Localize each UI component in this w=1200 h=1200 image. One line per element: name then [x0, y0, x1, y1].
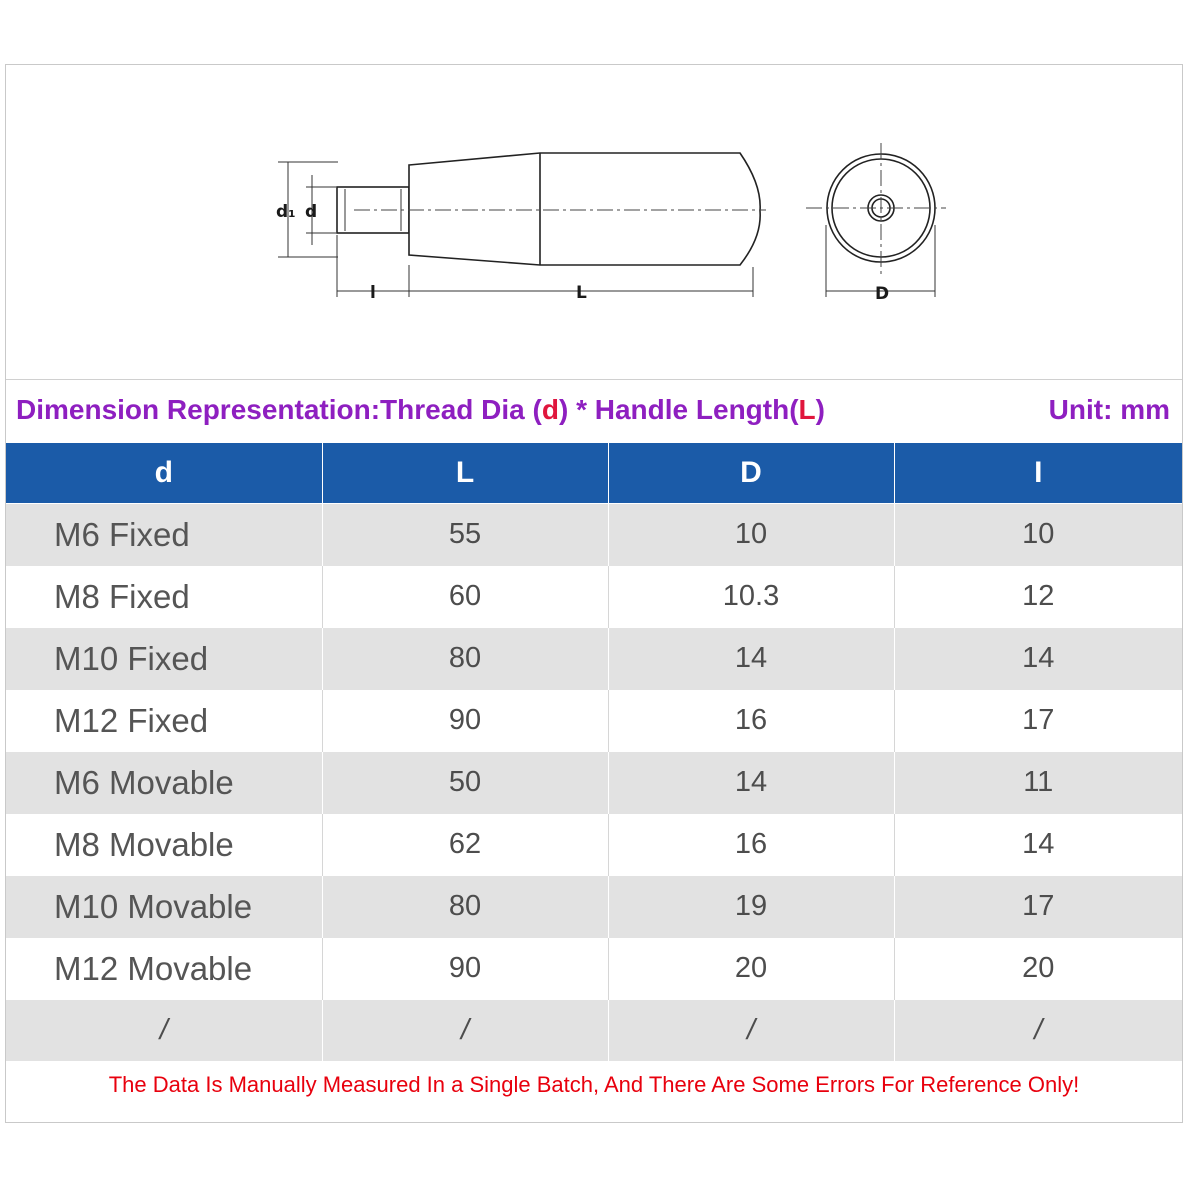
thread-length-cell: 14 — [894, 814, 1182, 876]
L-label: L — [576, 283, 587, 303]
header-cell-d: d — [6, 443, 322, 504]
model-cell: M8 Movable — [6, 814, 322, 876]
d-label: d — [305, 202, 318, 222]
length-cell: 60 — [322, 566, 608, 628]
diameter-cell: / — [608, 1000, 894, 1062]
diameter-cell: 16 — [608, 814, 894, 876]
section-divider — [6, 379, 1182, 380]
table-row — [6, 504, 1182, 566]
representation-prefix: Dimension Representation:Thread Dia ( — [16, 394, 542, 425]
table-row — [6, 814, 1182, 876]
length-cell: 55 — [322, 504, 608, 566]
length-cell: 80 — [322, 628, 608, 690]
length-cell: / — [322, 1000, 608, 1062]
thread-length-cell: / — [894, 1000, 1182, 1062]
table-row — [6, 690, 1182, 752]
model-cell: M12 Fixed — [6, 690, 322, 752]
diameter-cell: 14 — [608, 628, 894, 690]
handle-dimension-drawing — [6, 65, 1182, 379]
length-cell: 62 — [322, 814, 608, 876]
d1-label: d₁ — [276, 202, 296, 222]
dimension-representation — [16, 394, 1182, 432]
handle-body — [409, 153, 760, 265]
thread-stud — [337, 187, 409, 233]
representation-suffix: ) — [815, 394, 825, 425]
thread-length-cell: 11 — [894, 752, 1182, 814]
table-row — [6, 752, 1182, 814]
diameter-cell: 10 — [608, 504, 894, 566]
diameter-dimensions — [276, 162, 338, 257]
representation-d: d — [541, 394, 559, 425]
diameter-cell: 10.3 — [608, 566, 894, 628]
model-cell: M10 Fixed — [6, 628, 322, 690]
diameter-cell: 16 — [608, 690, 894, 752]
thread-length-cell: 17 — [894, 876, 1182, 938]
thread-length-cell: 14 — [894, 628, 1182, 690]
handle-end-view — [806, 143, 946, 304]
thread-length-cell: 12 — [894, 566, 1182, 628]
header-cell-D: D — [608, 443, 894, 504]
spec-table — [6, 443, 1182, 1061]
thread-length-cell: 10 — [894, 504, 1182, 566]
header-cell-L: L — [322, 443, 608, 504]
measurement-disclaimer: The Data Is Manually Measured In a Single Batch, And There Are Some Errors For Reference Only! — [108, 1072, 1080, 1097]
representation-L: L — [798, 394, 816, 425]
diameter-cell: 14 — [608, 752, 894, 814]
length-cell: 80 — [322, 876, 608, 938]
table-row — [6, 628, 1182, 690]
unit-label: Unit: mm — [1048, 394, 1170, 425]
header-cell-I: I — [894, 443, 1182, 504]
length-cell: 90 — [322, 690, 608, 752]
thread-length-cell: 17 — [894, 690, 1182, 752]
table-row — [6, 938, 1182, 1000]
D-label: D — [875, 284, 890, 304]
l-label: l — [370, 283, 376, 303]
table-row — [6, 566, 1182, 628]
diameter-cell: 20 — [608, 938, 894, 1000]
model-cell: M10 Movable — [6, 876, 322, 938]
thread-length-cell: 20 — [894, 938, 1182, 1000]
handle-side-view — [337, 153, 766, 265]
table-row — [6, 1000, 1182, 1062]
model-cell: M12 Movable — [6, 938, 322, 1000]
model-cell: M8 Fixed — [6, 566, 322, 628]
table-row — [6, 876, 1182, 938]
length-cell: 90 — [322, 938, 608, 1000]
model-cell: M6 Movable — [6, 752, 322, 814]
model-cell: M6 Fixed — [6, 504, 322, 566]
model-cell: / — [6, 1000, 322, 1062]
table-header-row — [6, 443, 1182, 504]
diameter-cell: 19 — [608, 876, 894, 938]
representation-middle: ) * Handle Length( — [558, 394, 799, 425]
length-cell: 50 — [322, 752, 608, 814]
